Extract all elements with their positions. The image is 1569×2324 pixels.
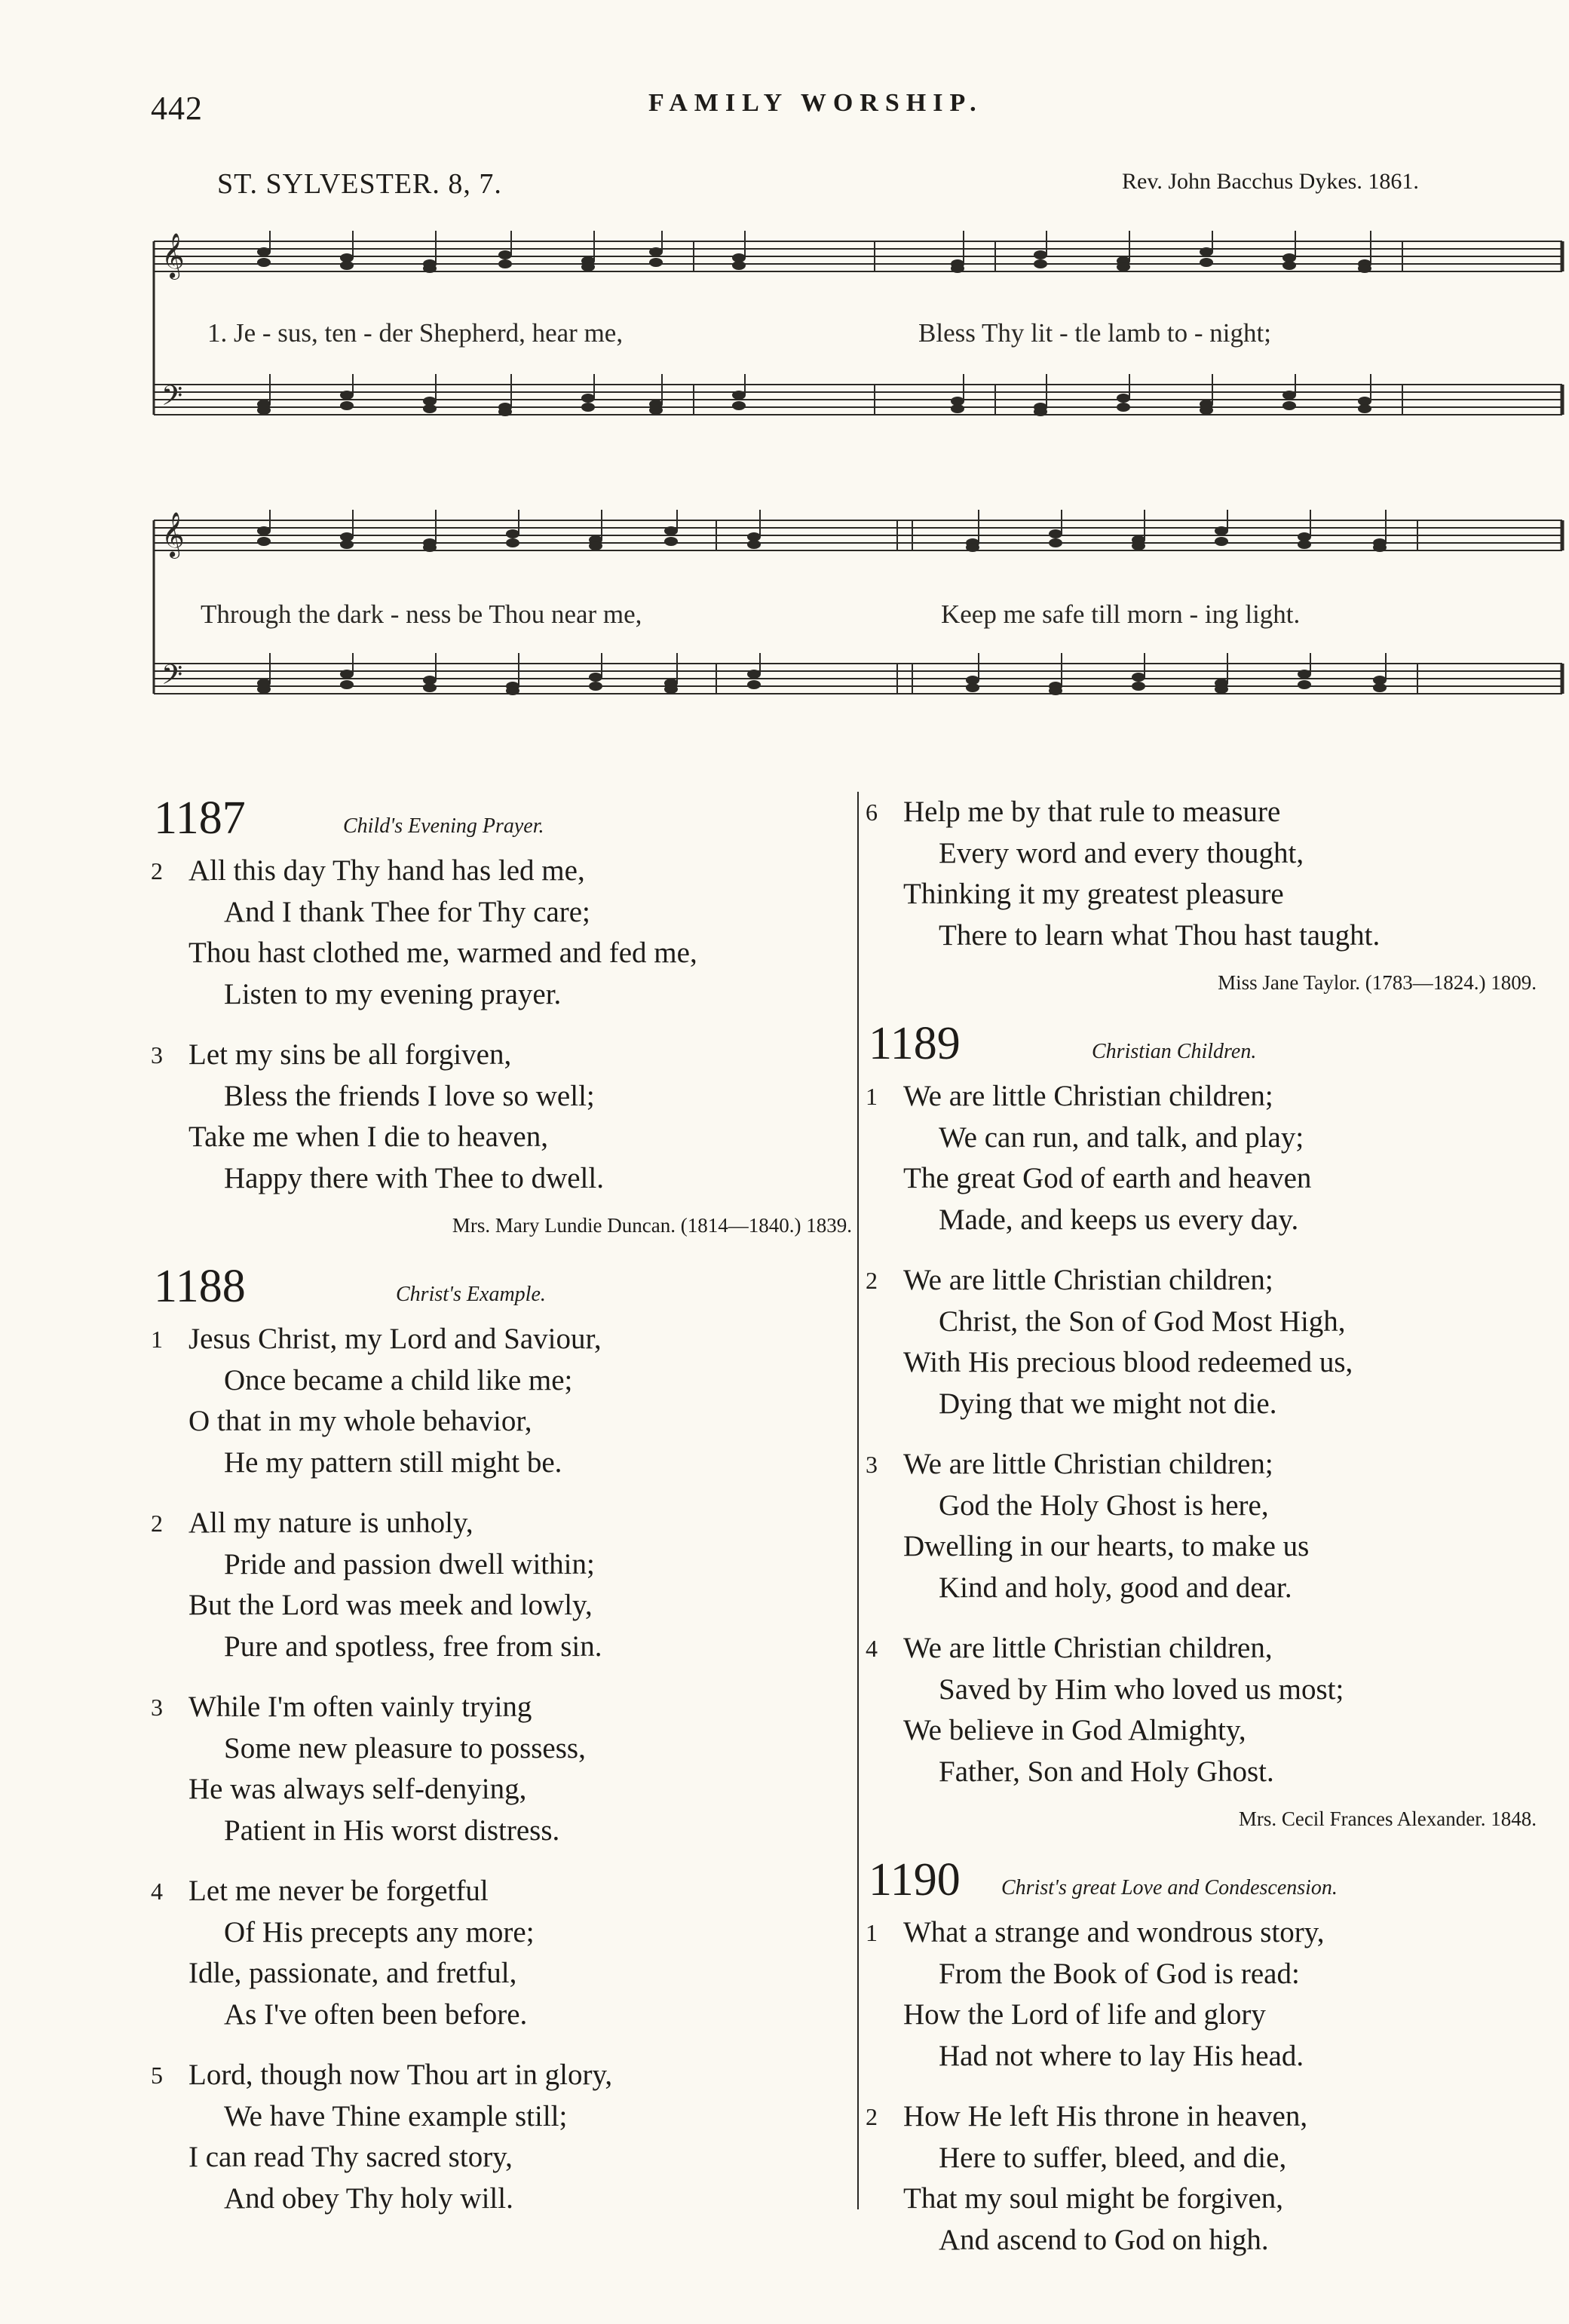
- running-head: FAMILY WORSHIP.: [648, 89, 983, 117]
- lyric-text: All this day Thy hand has led me,: [188, 854, 585, 887]
- lyric-text: There to learn what Thou hast taught.: [939, 918, 1381, 952]
- verse-number: 2: [151, 1510, 163, 1537]
- lyric-text: Of His precepts any more;: [224, 1915, 535, 1948]
- verse-line: [151, 1585, 860, 1626]
- note-head: [1117, 262, 1130, 271]
- lyric-text: How He left His throne in heaven,: [903, 2100, 1308, 2132]
- bass-clef: 𝄢: [161, 380, 183, 419]
- note-head: [664, 526, 678, 535]
- verse-line: [866, 1076, 1544, 1118]
- note-head: [506, 529, 519, 538]
- note-head: [1200, 258, 1213, 267]
- right-column: [866, 792, 1544, 2280]
- lyric-text: He was always self-denying,: [188, 1773, 527, 1805]
- lyric-text: Father, Son and Holy Ghost.: [939, 1755, 1274, 1788]
- lyric-text: But the Lord was meek and lowly,: [188, 1589, 593, 1621]
- tune-composer: Rev. John Bacchus Dykes. 1861.: [1122, 169, 1419, 194]
- stanza: [151, 1503, 860, 1667]
- verse-number: 4: [151, 1878, 163, 1905]
- note-head: [649, 406, 663, 415]
- verse-line: [151, 1117, 860, 1158]
- note-head: [966, 683, 979, 692]
- lyric-text: We are little Christian children;: [903, 1080, 1273, 1112]
- note-head: [1373, 683, 1387, 692]
- note-head: [257, 406, 271, 415]
- verse-line: [866, 1710, 1544, 1752]
- note-head: [1034, 250, 1047, 259]
- stanza: [151, 1035, 860, 1199]
- note-head: [589, 673, 602, 682]
- lyric-text: I can read Thy sacred story,: [188, 2141, 513, 2173]
- lyric-text: That my soul might be forgiven,: [903, 2182, 1284, 2215]
- verse-number: 2: [866, 2103, 878, 2130]
- note-head: [506, 538, 519, 547]
- note-head: [1215, 537, 1228, 546]
- lyric-text: Had not where to lay His head.: [939, 2039, 1304, 2072]
- lyric-text: We are little Christian children,: [903, 1632, 1273, 1664]
- verse-line: [866, 1954, 1544, 1995]
- note-head: [340, 261, 354, 270]
- verse-line: [866, 1912, 1544, 1954]
- lyric-text: We believe in God Almighty,: [903, 1714, 1246, 1746]
- stanza: [151, 1687, 860, 1851]
- verse-line: [151, 1401, 860, 1443]
- note-head: [649, 247, 663, 256]
- verse-number: 4: [866, 1635, 878, 1662]
- verse-line: [866, 1260, 1544, 1302]
- hymn-title: Child's Evening Prayer.: [343, 814, 544, 838]
- verse-number: 6: [866, 799, 878, 826]
- note-head: [1298, 680, 1311, 689]
- verse-line: [866, 2096, 1544, 2138]
- verse-number: 2: [151, 857, 163, 885]
- note-head: [951, 264, 964, 273]
- note-head: [581, 403, 595, 412]
- verse-line: [151, 1769, 860, 1810]
- verse-number: 2: [866, 1267, 878, 1294]
- lyric-text: We are little Christian children;: [903, 1448, 1273, 1480]
- verse-line: [151, 1158, 860, 1200]
- note-head: [1282, 391, 1296, 400]
- stanza: [151, 2055, 860, 2219]
- note-head: [1200, 247, 1213, 256]
- note-head: [747, 540, 761, 549]
- verse-line: [866, 1526, 1544, 1568]
- verse-line: [151, 1503, 860, 1544]
- attribution: Mrs. Cecil Frances Alexander. 1848.: [1238, 1807, 1537, 1830]
- verse-line: [866, 1485, 1544, 1527]
- attribution: Miss Jane Taylor. (1783—1824.) 1809.: [1218, 971, 1537, 994]
- lyric-text: He my pattern still might be.: [224, 1446, 562, 1479]
- lyric-text: Once became a child like me;: [224, 1363, 573, 1397]
- verse-line: [151, 1443, 860, 1484]
- hymn-title: Christian Children.: [1092, 1040, 1257, 1063]
- note-head: [1132, 682, 1145, 691]
- note-head: [747, 680, 761, 689]
- verse-line: [151, 2096, 860, 2138]
- verse-number: 3: [151, 1041, 163, 1068]
- hymn-number: 1188: [154, 1261, 246, 1312]
- verse-line: [866, 1669, 1544, 1711]
- lyric-text: Christ, the Son of God Most High,: [939, 1305, 1346, 1338]
- verse-line: [866, 1994, 1544, 2036]
- lyric-text: Lord, though now Thou art in glory,: [188, 2059, 613, 2091]
- note-head: [581, 394, 595, 403]
- verse-line: [866, 2138, 1544, 2179]
- lyric-text: Let me never be forgetful: [188, 1875, 489, 1907]
- verse-line: [151, 1035, 860, 1076]
- note-head: [1215, 526, 1228, 535]
- verse-line: [866, 1384, 1544, 1425]
- note-head: [257, 537, 271, 546]
- lyric-text: What a strange and wondrous story,: [903, 1916, 1325, 1948]
- verse-line: [151, 1687, 860, 1728]
- note-head: [506, 686, 519, 695]
- hymn-number: 1190: [869, 1854, 961, 1905]
- note-head: [423, 264, 437, 273]
- verse-line: [151, 1994, 860, 2036]
- note-head: [966, 543, 979, 552]
- lyric-text: We have Thine example still;: [224, 2099, 568, 2132]
- note-head: [664, 685, 678, 694]
- lyric-line-2a: Through the dark - ness be Thou near me,: [201, 599, 642, 629]
- note-head: [340, 401, 354, 410]
- lyric-text: Let my sins be all forgiven,: [188, 1038, 512, 1071]
- note-head: [1132, 673, 1145, 682]
- verse-number: 1: [151, 1326, 163, 1353]
- note-head: [1132, 541, 1145, 550]
- stanza: [866, 2096, 1544, 2261]
- note-head: [732, 401, 746, 410]
- verse-line: [151, 892, 860, 934]
- treble-clef: 𝄞: [161, 512, 185, 557]
- verse-line: [151, 1871, 860, 1912]
- note-head: [1200, 406, 1213, 415]
- note-head: [732, 391, 746, 400]
- verse-line: [866, 2178, 1544, 2220]
- hymn-title: Christ's Example.: [396, 1283, 546, 1306]
- lyric-text: Take me when I die to heaven,: [188, 1121, 548, 1153]
- note-head: [1298, 670, 1311, 679]
- note-head: [1215, 685, 1228, 694]
- lyric-text: Happy there with Thee to dwell.: [224, 1161, 604, 1194]
- verse-line: [866, 874, 1544, 915]
- verse-line: [866, 1444, 1544, 1485]
- lyric-text: As I've often been before.: [224, 1997, 528, 2031]
- verse-line: [866, 1568, 1544, 1609]
- verse-number: 3: [866, 1451, 878, 1478]
- note-head: [1117, 394, 1130, 403]
- note-head: [951, 404, 964, 413]
- hymn-1190: [866, 1853, 1544, 2261]
- stanza: [151, 851, 860, 1015]
- lyric-text: How the Lord of life and glory: [903, 1998, 1266, 2031]
- lyric-line-1a: 1. Je - sus, ten - der Shepherd, hear me,: [207, 318, 624, 348]
- lyric-line-1b: Bless Thy lit - tle lamb to - night;: [918, 318, 1271, 348]
- lyric-text: Thou hast clothed me, warmed and fed me,: [188, 937, 697, 969]
- verse-line: [151, 1912, 860, 1954]
- verse-line: [866, 1302, 1544, 1343]
- left-column: [151, 792, 860, 2239]
- lyric-text: Dwelling in our hearts, to make us: [903, 1530, 1310, 1562]
- verse-line: [866, 1752, 1544, 1793]
- verse-line: [151, 1544, 860, 1586]
- lyric-text: And ascend to God on high.: [939, 2223, 1269, 2256]
- verse-line: [866, 2220, 1544, 2261]
- lyric-text: Patient in His worst distress.: [224, 1814, 560, 1847]
- lyric-text: Saved by Him who loved us most;: [939, 1672, 1344, 1706]
- stanza: [866, 1076, 1544, 1240]
- lyric-text: While I'm often vainly trying: [188, 1691, 532, 1723]
- tune-name: ST. SYLVESTER. 8, 7.: [217, 168, 502, 200]
- lyric-text: Pure and spotless, free from sin.: [224, 1630, 602, 1663]
- note-head: [664, 537, 678, 546]
- stanza: [151, 1871, 860, 2035]
- verse-line: [866, 1200, 1544, 1241]
- hymn-number: 1189: [869, 1018, 961, 1069]
- note-head: [589, 682, 602, 691]
- lyric-text: God the Holy Ghost is here,: [939, 1489, 1269, 1522]
- verse-line: [151, 1319, 860, 1360]
- note-head: [1358, 264, 1371, 273]
- note-head: [257, 685, 271, 694]
- verse-line: [866, 915, 1544, 957]
- lyric-text: Here to suffer, bleed, and die,: [939, 2141, 1287, 2174]
- lyric-text: The great God of earth and heaven: [903, 1162, 1312, 1194]
- note-head: [498, 259, 512, 268]
- bass-clef: 𝄢: [161, 659, 183, 698]
- lyric-text: Jesus Christ, my Lord and Saviour,: [188, 1323, 602, 1355]
- verse-line: [866, 1158, 1544, 1200]
- note-head: [581, 262, 595, 271]
- note-head: [498, 407, 512, 416]
- verse-line: [866, 1118, 1544, 1159]
- verse-line: [866, 1342, 1544, 1384]
- note-head: [257, 247, 271, 256]
- verse-line: [151, 1626, 860, 1668]
- stanza: [151, 1319, 860, 1483]
- note-head: [1282, 401, 1296, 410]
- stanza: [866, 1912, 1544, 2077]
- verse-line: [866, 1628, 1544, 1669]
- stanza: [866, 1444, 1544, 1608]
- hymn-number: 1187: [154, 793, 246, 844]
- verse-line: [866, 792, 1544, 833]
- note-head: [589, 541, 602, 550]
- lyric-text: Some new pleasure to possess,: [224, 1731, 586, 1764]
- stanza: [866, 1260, 1544, 1424]
- lyric-text: All my nature is unholy,: [188, 1507, 473, 1539]
- verse-line: [151, 1076, 860, 1118]
- verse-number: 1: [866, 1919, 878, 1946]
- lyric-line-2b: Keep me safe till morn - ing light.: [941, 599, 1301, 629]
- note-head: [1034, 407, 1047, 416]
- lyric-text: Every word and every thought,: [939, 836, 1304, 869]
- lyric-text: Thinking it my greatest pleasure: [903, 878, 1284, 910]
- verse-number: 1: [866, 1083, 878, 1110]
- verse-line: [866, 833, 1544, 875]
- verse-number: 5: [151, 2062, 163, 2089]
- verse-line: [151, 933, 860, 974]
- hymn-1188: [151, 1260, 860, 2219]
- note-head: [257, 258, 271, 267]
- lyric-text: Dying that we might not die.: [939, 1387, 1277, 1420]
- note-head: [340, 540, 354, 549]
- lyric-text: Help me by that rule to measure: [903, 796, 1281, 828]
- note-head: [340, 680, 354, 689]
- verse-line: [151, 1810, 860, 1852]
- lyric-text: Kind and holy, good and dear.: [939, 1571, 1292, 1604]
- verse-line: [151, 1360, 860, 1402]
- treble-clef: 𝄞: [161, 233, 185, 278]
- note-head: [1049, 538, 1062, 547]
- note-head: [1049, 686, 1062, 695]
- note-head: [649, 258, 663, 267]
- verse-line: [151, 2055, 860, 2096]
- page-number: 442: [151, 90, 203, 127]
- note-head: [340, 391, 354, 400]
- verse-line: [151, 974, 860, 1016]
- attribution: Mrs. Mary Lundie Duncan. (1814—1840.) 1839.: [452, 1214, 852, 1237]
- note-head: [1358, 404, 1371, 413]
- lyric-text: We can run, and talk, and play;: [939, 1121, 1304, 1154]
- note-head: [423, 404, 437, 413]
- note-head: [747, 670, 761, 679]
- verse-line: [151, 1953, 860, 1994]
- verse-line: [151, 1728, 860, 1770]
- note-head: [498, 250, 512, 259]
- note-head: [1282, 261, 1296, 270]
- lyric-text: And obey Thy holy will.: [224, 2181, 513, 2215]
- note-head: [1034, 259, 1047, 268]
- lyric-text: Made, and keeps us every day.: [939, 1203, 1299, 1236]
- verse-line: [151, 2137, 860, 2178]
- stanza: [866, 792, 1544, 956]
- hymn-1187: [151, 792, 860, 1237]
- lyric-text: Listen to my evening prayer.: [224, 977, 562, 1010]
- note-head: [1049, 529, 1062, 538]
- lyric-text: From the Book of God is read:: [939, 1957, 1300, 1990]
- note-head: [423, 543, 437, 552]
- verse-line: [151, 851, 860, 892]
- note-head: [257, 526, 271, 535]
- lyric-text: O that in my whole behavior,: [188, 1405, 532, 1437]
- hymn-title: Christ's great Love and Condescension.: [1001, 1876, 1338, 1899]
- lyric-text: We are little Christian children;: [903, 1264, 1273, 1296]
- note-head: [1298, 540, 1311, 549]
- lyric-text: Idle, passionate, and fretful,: [188, 1957, 517, 1989]
- hymn-1189: [866, 1017, 1544, 1831]
- verse-line: [866, 2036, 1544, 2077]
- note-head: [340, 670, 354, 679]
- note-head: [1117, 403, 1130, 412]
- verse-line: [151, 2178, 860, 2220]
- lyric-text: Pride and passion dwell within;: [224, 1547, 595, 1581]
- note-head: [423, 683, 437, 692]
- note-head: [1373, 543, 1387, 552]
- note-head: [732, 261, 746, 270]
- lyric-text: Bless the friends I love so well;: [224, 1079, 595, 1112]
- verse-number: 3: [151, 1694, 163, 1721]
- lyric-text: And I thank Thee for Thy care;: [224, 895, 590, 928]
- lyric-text: With His precious blood redeemed us,: [903, 1346, 1353, 1378]
- stanza: [866, 1628, 1544, 1792]
